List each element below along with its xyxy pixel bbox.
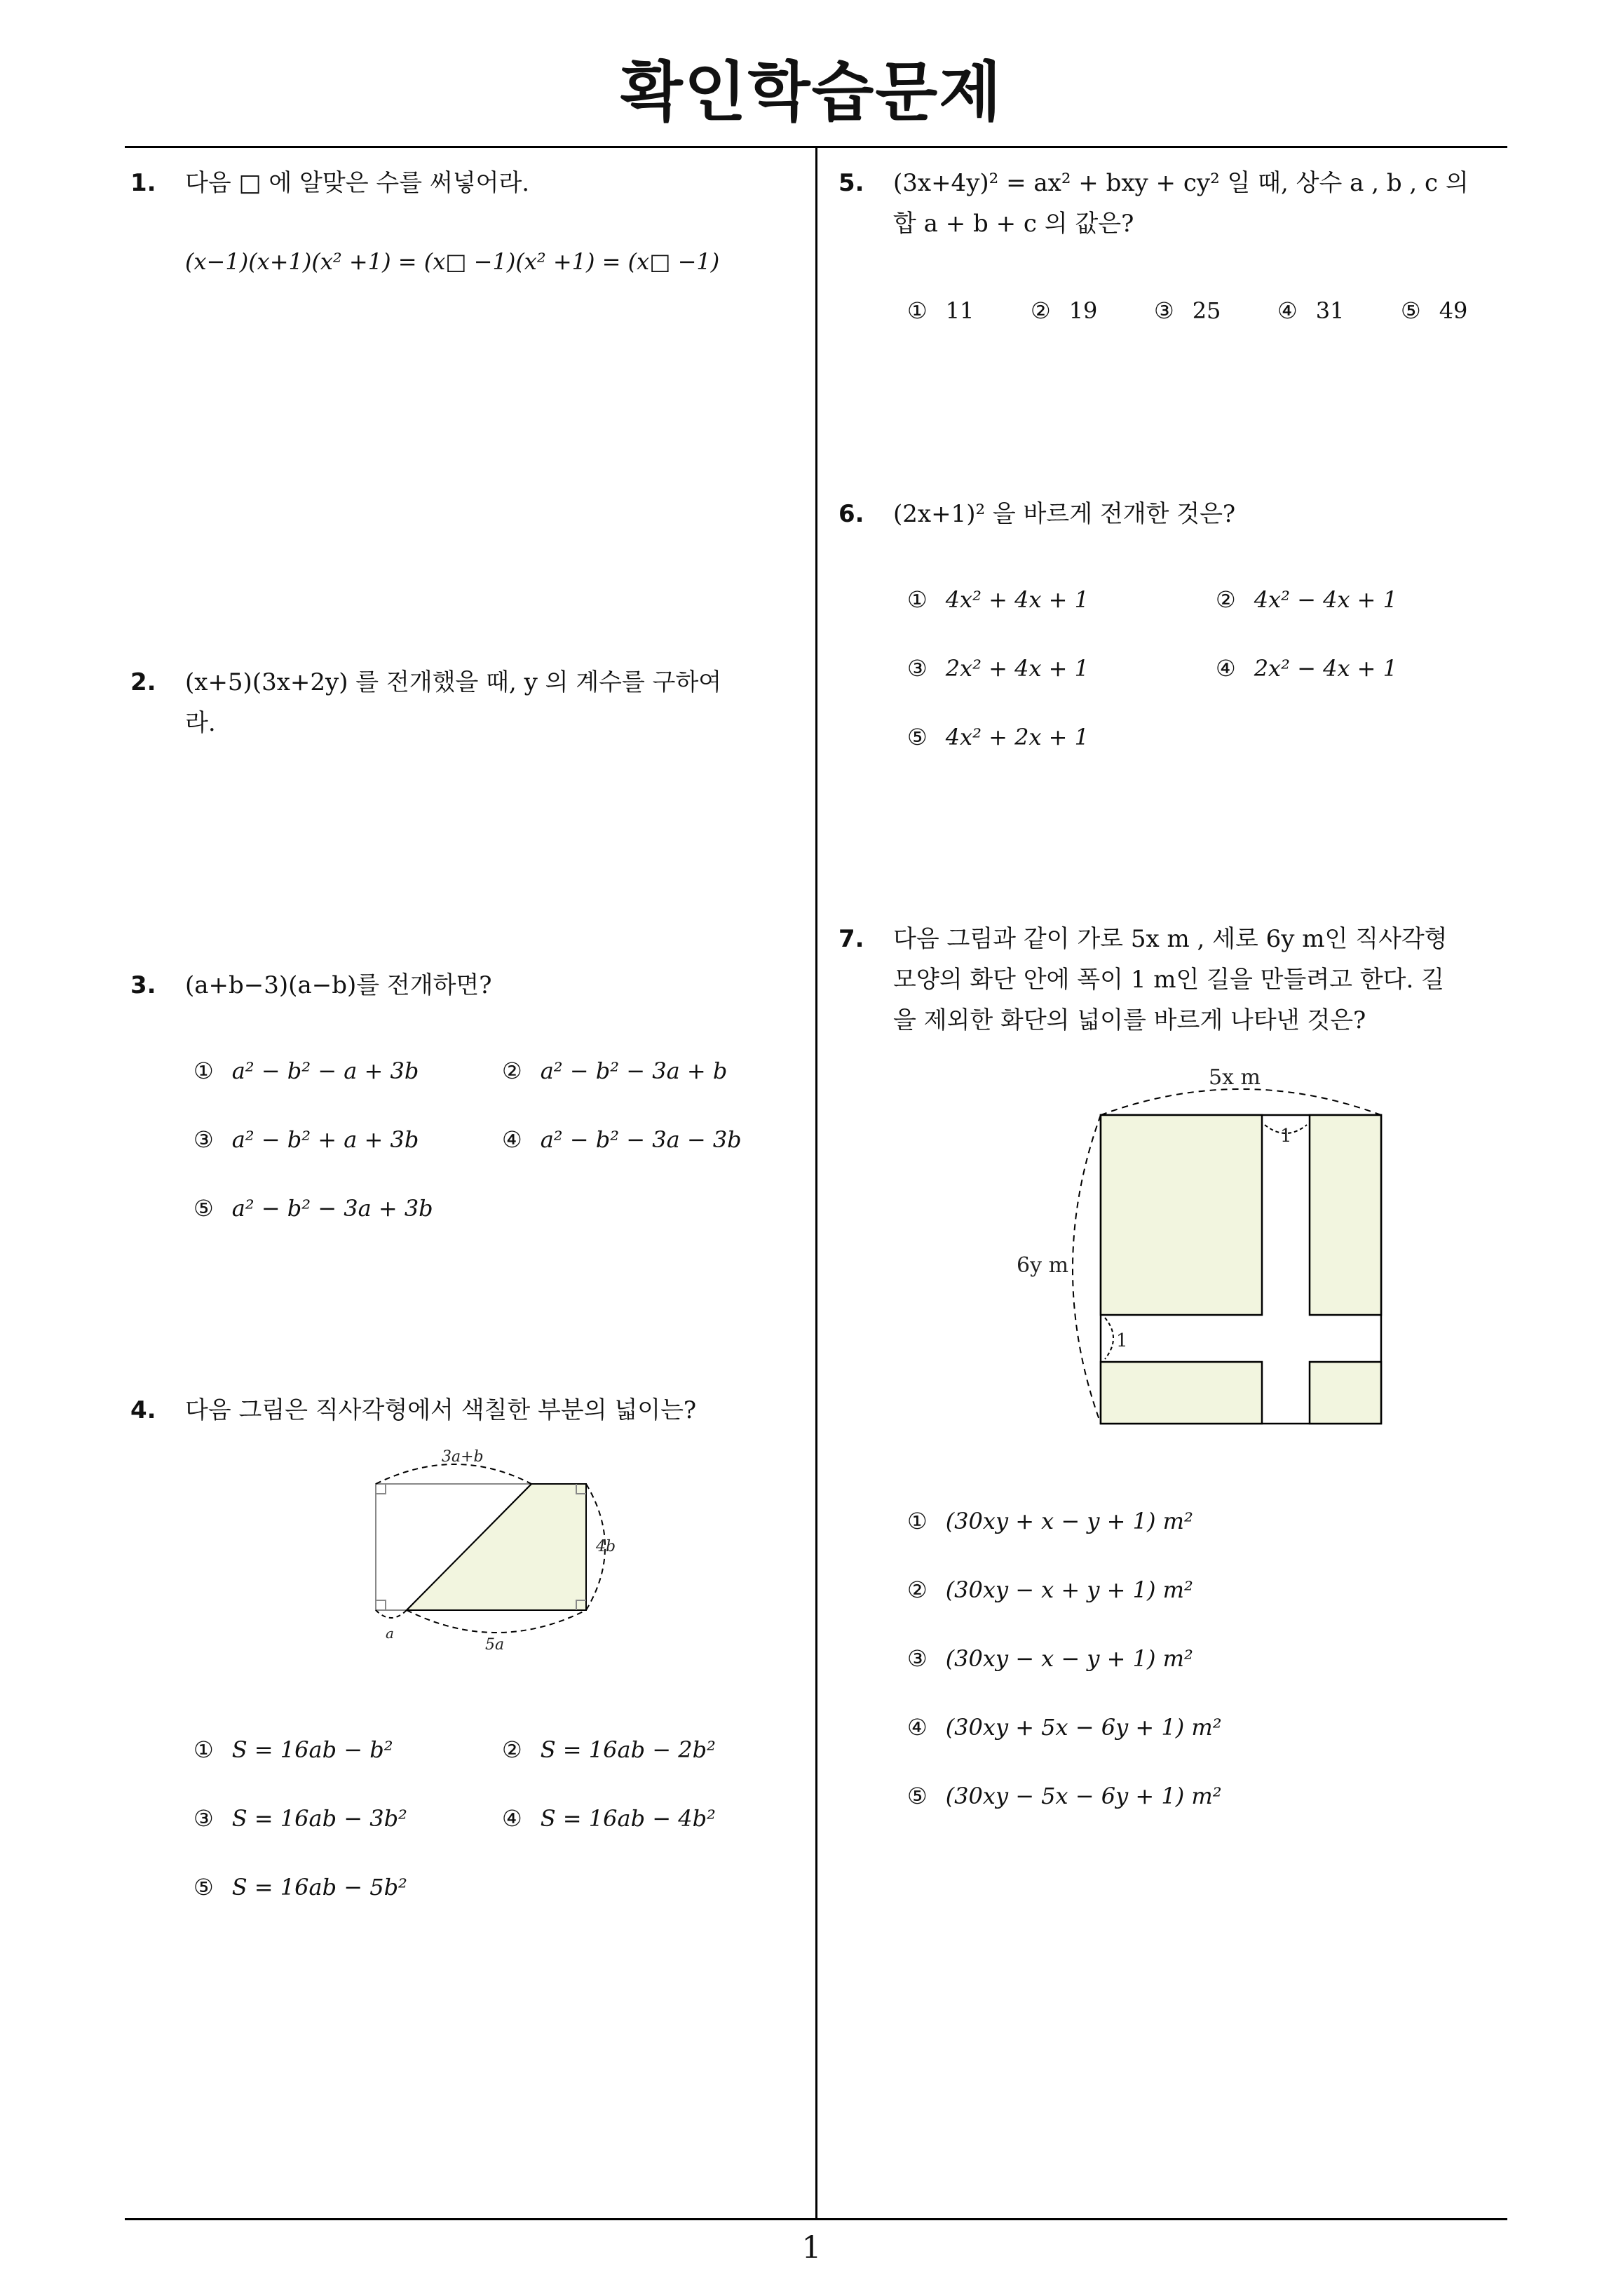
top-brace (376, 1464, 531, 1484)
choice-5[interactable]: ⑤ 4x² + 2x + 1 (907, 724, 1089, 750)
choice-4[interactable]: ④ a² − b² − 3a − 3b (502, 1126, 742, 1153)
problem-text-line-1: (x+5)(3x+2y) 를 전개했을 때, y 의 계수를 구하여 (185, 668, 722, 696)
problem-number: 2. (130, 668, 156, 696)
choice-5[interactable]: ⑤ S = 16ab − 5b² (193, 1874, 407, 1900)
bottom-rule (125, 2218, 1507, 2220)
top-brace (1101, 1089, 1381, 1115)
problem-number: 5. (838, 169, 864, 197)
choice-1[interactable]: ① 4x² + 4x + 1 (907, 586, 1089, 613)
problem-number: 4. (130, 1396, 156, 1424)
choice-2[interactable]: ② S = 16ab − 2b² (502, 1736, 716, 1763)
choice-1[interactable]: ① S = 16ab − b² (193, 1736, 393, 1763)
top-label: 5x m (1209, 1065, 1261, 1090)
garden-block-top-right (1310, 1115, 1381, 1315)
choice-2[interactable]: ② 4x² − 4x + 1 (1216, 586, 1397, 613)
choice-1[interactable]: ① a² − b² − a + 3b (193, 1058, 419, 1084)
choice-1[interactable]: ① (30xy + x − y + 1) m² (907, 1508, 1193, 1534)
choice-3[interactable]: ③ (30xy − x − y + 1) m² (907, 1645, 1193, 1672)
problem-text-line-2: 라. (185, 709, 216, 737)
choice-2[interactable]: ② (30xy − x + y + 1) m² (907, 1576, 1193, 1603)
choice-2[interactable]: ② 19 (1031, 297, 1098, 324)
choice-1[interactable]: ① 11 (907, 297, 975, 324)
column-divider (815, 146, 817, 2220)
choice-4[interactable]: ④ (30xy + 5x − 6y + 1) m² (907, 1714, 1222, 1741)
problem-text-line-2: 모양의 화단 안에 폭이 1 m인 길을 만들려고 한다. 길 (893, 966, 1444, 994)
path-width-label-h: 1 (1116, 1330, 1128, 1351)
problem-text-line-3: 을 제외한 화단의 넓이를 바르게 나타낸 것은? (893, 1006, 1366, 1034)
problem-number: 6. (838, 500, 864, 528)
problem-7-figure (1010, 1059, 1402, 1438)
choice-4[interactable]: ④ 2x² − 4x + 1 (1216, 655, 1397, 682)
choice-2[interactable]: ② a² − b² − 3a + b (502, 1058, 728, 1084)
problem-text-line-2: 합 a + b + c 의 값은? (893, 210, 1134, 238)
problem-text-line-1: (3x+4y)² = ax² + bxy + cy² 일 때, 상수 a , b , c 의 (893, 169, 1469, 197)
problem-number: 3. (130, 971, 156, 999)
problem-text: 다음 그림은 직사각형에서 색칠한 부분의 넓이는? (185, 1396, 697, 1424)
garden-block-bottom-left (1101, 1362, 1262, 1424)
garden-block-bottom-right (1310, 1362, 1381, 1424)
garden-block-top-left (1101, 1115, 1262, 1315)
bottom-left-brace (376, 1610, 407, 1618)
bottom-brace (407, 1610, 586, 1633)
problem-1-equation: (x−1)(x+1)(x² +1) = (x□ −1)(x² +1) = (x□ −1) (185, 248, 720, 275)
bottom-left-label: a (386, 1625, 394, 1642)
problem-number: 1. (130, 169, 156, 197)
problem-number: 7. (838, 925, 864, 953)
page-number: 1 (801, 2230, 822, 2266)
choice-5[interactable]: ⑤ (30xy − 5x − 6y + 1) m² (907, 1783, 1222, 1809)
bottom-label: 5a (485, 1636, 505, 1654)
top-label: 3a+b (442, 1448, 484, 1466)
choice-3[interactable]: ③ S = 16ab − 3b² (193, 1805, 407, 1832)
path-width-label-v: 1 (1280, 1126, 1292, 1147)
choice-4[interactable]: ④ S = 16ab − 4b² (502, 1805, 716, 1832)
left-label: 6y m (1017, 1253, 1069, 1278)
problem-text: (a+b−3)(a−b)를 전개하면? (185, 971, 492, 999)
problem-text: 다음 □ 에 알맞은 수를 써넣어라. (185, 169, 530, 197)
page-title: 확인학습문제 (620, 55, 1003, 130)
choice-3[interactable]: ③ 2x² + 4x + 1 (907, 655, 1089, 682)
choice-3[interactable]: ③ a² − b² + a + 3b (193, 1126, 419, 1153)
left-brace (1073, 1115, 1101, 1424)
problem-text-line-1: 다음 그림과 같이 가로 5x m , 세로 6y m인 직사각형 (893, 925, 1448, 953)
choice-5[interactable]: ⑤ 49 (1401, 297, 1468, 324)
problem-4-figure (365, 1445, 659, 1655)
choice-5[interactable]: ⑤ a² − b² − 3a + 3b (193, 1195, 433, 1222)
choice-4[interactable]: ④ 31 (1277, 297, 1345, 324)
right-label: 4b (596, 1538, 616, 1555)
problem-text: (2x+1)² 을 바르게 전개한 것은? (893, 500, 1236, 528)
choice-3[interactable]: ③ 25 (1154, 297, 1221, 324)
